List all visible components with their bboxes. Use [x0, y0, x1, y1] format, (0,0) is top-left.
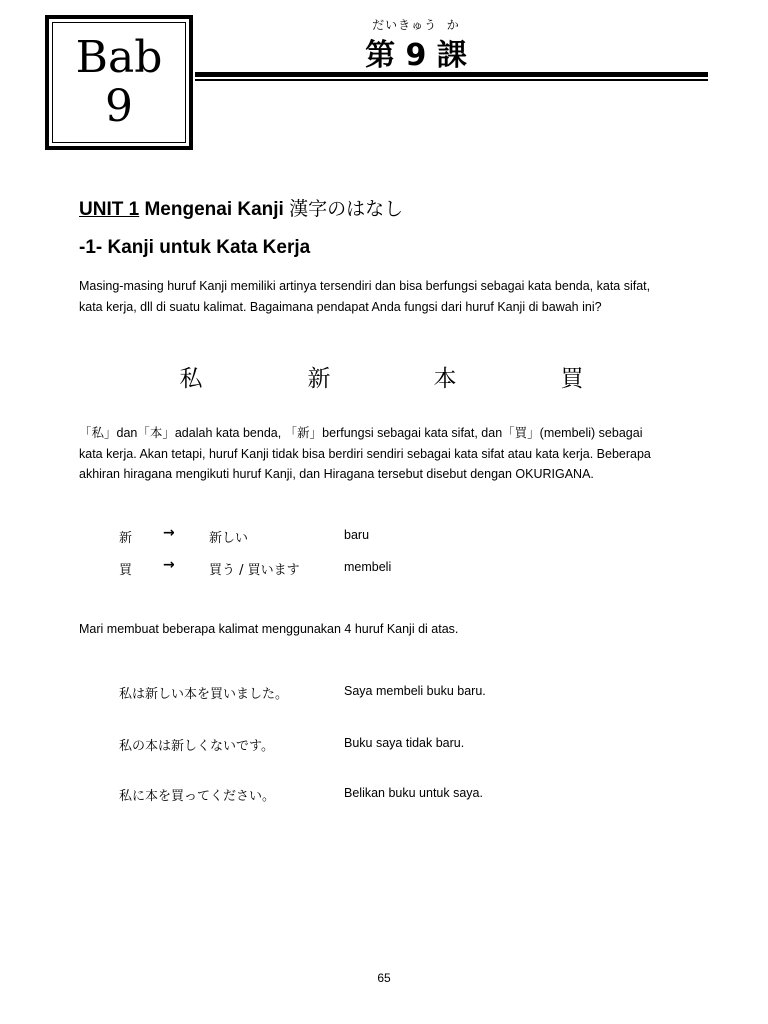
okurigana-form: 買う / 買います	[209, 563, 300, 578]
chapter-box-inner	[52, 22, 186, 143]
unit-heading	[79, 194, 403, 221]
section-heading: -1- Kanji untuk Kata Kerja	[79, 237, 311, 258]
intro-line-2: kata kerja, dll di suatu kalimat. Bagaimana pendapat Anda fungsi dari huruf Kanji di bawah ini?	[79, 299, 602, 314]
title-rule-thin	[195, 79, 708, 81]
sentence-jp: 私の本は新しくないです。	[119, 739, 274, 754]
unit-title: Mengenai Kanji	[144, 199, 284, 220]
sentence-translation: Belikan buku untuk saya.	[344, 786, 483, 800]
explanation-paragraph	[79, 423, 719, 485]
page-number: 65	[377, 971, 391, 985]
sentence-jp: 私に本を買ってください。	[119, 789, 276, 804]
kanji-example: 私	[179, 366, 203, 392]
okurigana-meaning: baru	[344, 528, 370, 542]
intro-paragraph	[79, 276, 719, 317]
sentence-translation: Buku saya tidak baru.	[344, 736, 465, 750]
arrow-right-icon: →	[163, 525, 175, 541]
okurigana-kanji: 新	[119, 531, 133, 546]
page-title: 第 9 課	[365, 38, 467, 73]
kanji-example: 買	[560, 366, 584, 392]
kanji-example: 新	[307, 366, 331, 392]
chapter-number: 9	[105, 80, 133, 132]
sentence-jp: 私は新しい本を買いました。	[119, 687, 289, 702]
unit-label: UNIT 1	[79, 199, 140, 220]
explanation-line-2: kata kerja. Akan tetapi, huruf Kanji tidak bisa berdiri sendiri sebagai kata sifat atau kata kerja. Beberapa	[79, 446, 651, 461]
unit-title-jp: 漢字のはなし	[289, 198, 404, 220]
sentence-translation: Saya membeli buku baru.	[344, 684, 486, 698]
explanation-line-1: 「私」dan「本」adalah kata benda, 「新」berfungsi sebagai kata sifat, dan「買」(membeli) sebagai	[79, 426, 643, 440]
kanji-example: 本	[433, 366, 457, 392]
title-furigana: だいきゅう か	[372, 18, 460, 32]
okurigana-meaning: membeli	[344, 560, 392, 574]
explanation-line-3: akhiran hiragana mengikuti huruf Kanji, dan Hiragana tersebut disebut dengan OKURIGANA.	[79, 467, 594, 481]
okurigana-kanji: 買	[119, 563, 133, 578]
chapter-box	[45, 15, 193, 150]
arrow-right-icon: →	[163, 557, 175, 573]
kanji-examples	[0, 360, 768, 394]
intro-line-1: Masing-masing huruf Kanji memiliki artinya tersendiri dan bisa berfungsi sebagai kata benda, kata sifat,	[79, 279, 651, 293]
okurigana-form: 新しい	[209, 531, 249, 546]
instruction-text: Mari membuat beberapa kalimat menggunakan 4 huruf Kanji di atas.	[79, 622, 459, 636]
chapter-label: Bab	[75, 32, 163, 84]
